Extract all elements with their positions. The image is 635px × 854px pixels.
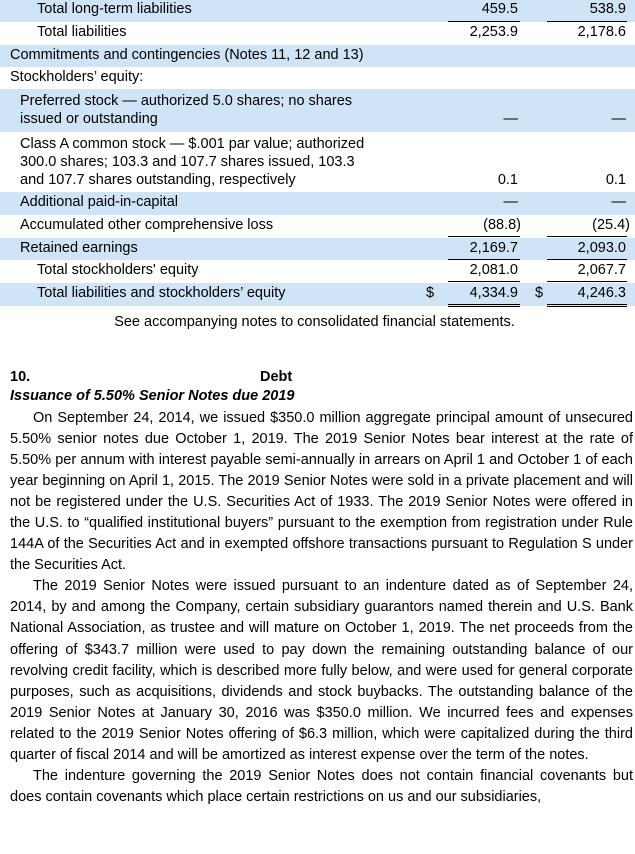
- value-prior: 2,067.7: [577, 262, 626, 279]
- row-label: Accumulated other comprehensive loss: [20, 217, 274, 234]
- value-prior: 0.1: [605, 172, 626, 189]
- row-retained-earnings: [0, 238, 635, 261]
- paragraph: The 2019 Senior Notes were issued pursuant to an indenture dated as of September 24, 2014, by and among the Company, certain subsidiary guarantors named therein and U.S. Bank National Association, as trustee and will mature on October 1, 2019. The net proceeds from the offering of $343.7 million were used to pay down the remaining outstanding balance of our revolving credit facility, which is described more fully below, and were used for general corporate purposes, such as acquisitions, dividends and stock buybacks. The outstanding balance of the 2019 Senior Notes at January 30, 2016 was $350.0 million. We incurred fees and expenses related to the 2019 Senior Notes offering of $6.3 million, which were capitalized during the third quarter of fiscal 2014 and will be amortized as interest expense over the term of the notes.: [10, 578, 633, 763]
- value-current: 2,169.7: [469, 239, 518, 256]
- note-title: Debt: [260, 369, 293, 385]
- value-prior: 4,246.3: [577, 285, 626, 302]
- row-commitments: [0, 45, 635, 68]
- row-total-liabilities: [0, 22, 635, 45]
- row-label: Stockholders’ equity:: [10, 69, 144, 86]
- row-total-long-term-liabilities: [0, 0, 635, 22]
- row-label: Retained earnings: [20, 239, 138, 256]
- note-subtitle: Issuance of 5.50% Senior Notes due 2019: [10, 388, 295, 404]
- row-total-liabilities-and-equity: [0, 283, 635, 306]
- double-underline: [547, 306, 627, 307]
- double-underline: [448, 304, 520, 305]
- value-prior: (25.4): [592, 217, 630, 234]
- row-label-line3: and 107.7 shares outstanding, respectively: [20, 172, 296, 189]
- row-label: Additional paid-in-capital: [20, 194, 178, 211]
- balance-sheet: [0, 0, 635, 306]
- row-label: Commitments and contingencies (Notes 11, 12 and 13): [10, 46, 364, 63]
- footnote-text: See accompanying notes to consolidated financial statements.: [114, 314, 515, 330]
- currency-symbol: $: [426, 285, 435, 302]
- row-label-line1: Class A common stock — $.001 par value; authorized: [20, 136, 365, 153]
- currency-symbol: $: [535, 285, 544, 302]
- value-current: 0.1: [497, 172, 518, 189]
- double-underline: [547, 304, 627, 305]
- note-number: 10.: [10, 369, 31, 385]
- row-accumulated-oci: [0, 215, 635, 238]
- value-current: —: [503, 194, 518, 211]
- paragraph: The indenture governing the 2019 Senior Notes does not contain financial covenants but does contain covenants which place certain restrictions on us and our subsidiaries,: [10, 767, 633, 805]
- value-prior: 2,178.6: [577, 24, 626, 40]
- row-additional-paid-in-capital: [0, 192, 635, 215]
- row-label: Total long-term liabilities: [37, 1, 192, 17]
- row-label-line1: Preferred stock — authorized 5.0 shares; no shares: [20, 93, 353, 110]
- value-current: (88.8): [483, 217, 521, 234]
- note-section: [10, 369, 633, 808]
- row-label-line2: issued or outstanding: [20, 111, 158, 128]
- note-heading: [10, 369, 633, 388]
- row-stockholders-equity-heading: [0, 67, 635, 89]
- value-prior: 2,093.0: [577, 239, 626, 256]
- value-current: —: [503, 111, 518, 128]
- value-current: 2,253.9: [469, 24, 518, 40]
- row-preferred-stock: [0, 89, 635, 132]
- row-label: Total liabilities and stockholders’ equity: [37, 285, 286, 302]
- row-label: Total stockholders' equity: [37, 262, 199, 279]
- row-label-line2: 300.0 shares; 103.3 and 107.7 shares issued, 103.3: [20, 154, 355, 171]
- value-prior: —: [611, 111, 626, 128]
- double-underline: [448, 306, 520, 307]
- statement-footnote: [0, 314, 635, 330]
- value-prior: —: [611, 194, 626, 211]
- paragraph: On September 24, 2014, we issued $350.0 million aggregate principal amount of unsecured 5.50% senior notes due October 1, 2019. The 2019 Senior Notes bear interest at the rate of 5.50% per annum with interest payable semi-annually in arrears on April 1 and October 1 of each year beginning on April 1, 2015. The 2019 Senior Notes were sold in a private placement and will not be registered under the U.S. Securities Act of 1933. The 2019 Senior Notes were offered in the U.S. to “qualified institutional buyers” pursuant to the exemption from registration under Rule 144A of the Securities Act and in exempted offshore transactions pursuant to Regulation S under the Securities Act.: [10, 410, 633, 574]
- row-class-a-common-stock: [0, 132, 635, 192]
- value-current: 4,334.9: [469, 285, 518, 302]
- row-label: Total liabilities: [37, 24, 127, 40]
- value-current: 2,081.0: [469, 262, 518, 279]
- value-current: 459.5: [481, 1, 518, 17]
- row-total-stockholders-equity: [0, 260, 635, 283]
- value-prior: 538.9: [589, 1, 626, 17]
